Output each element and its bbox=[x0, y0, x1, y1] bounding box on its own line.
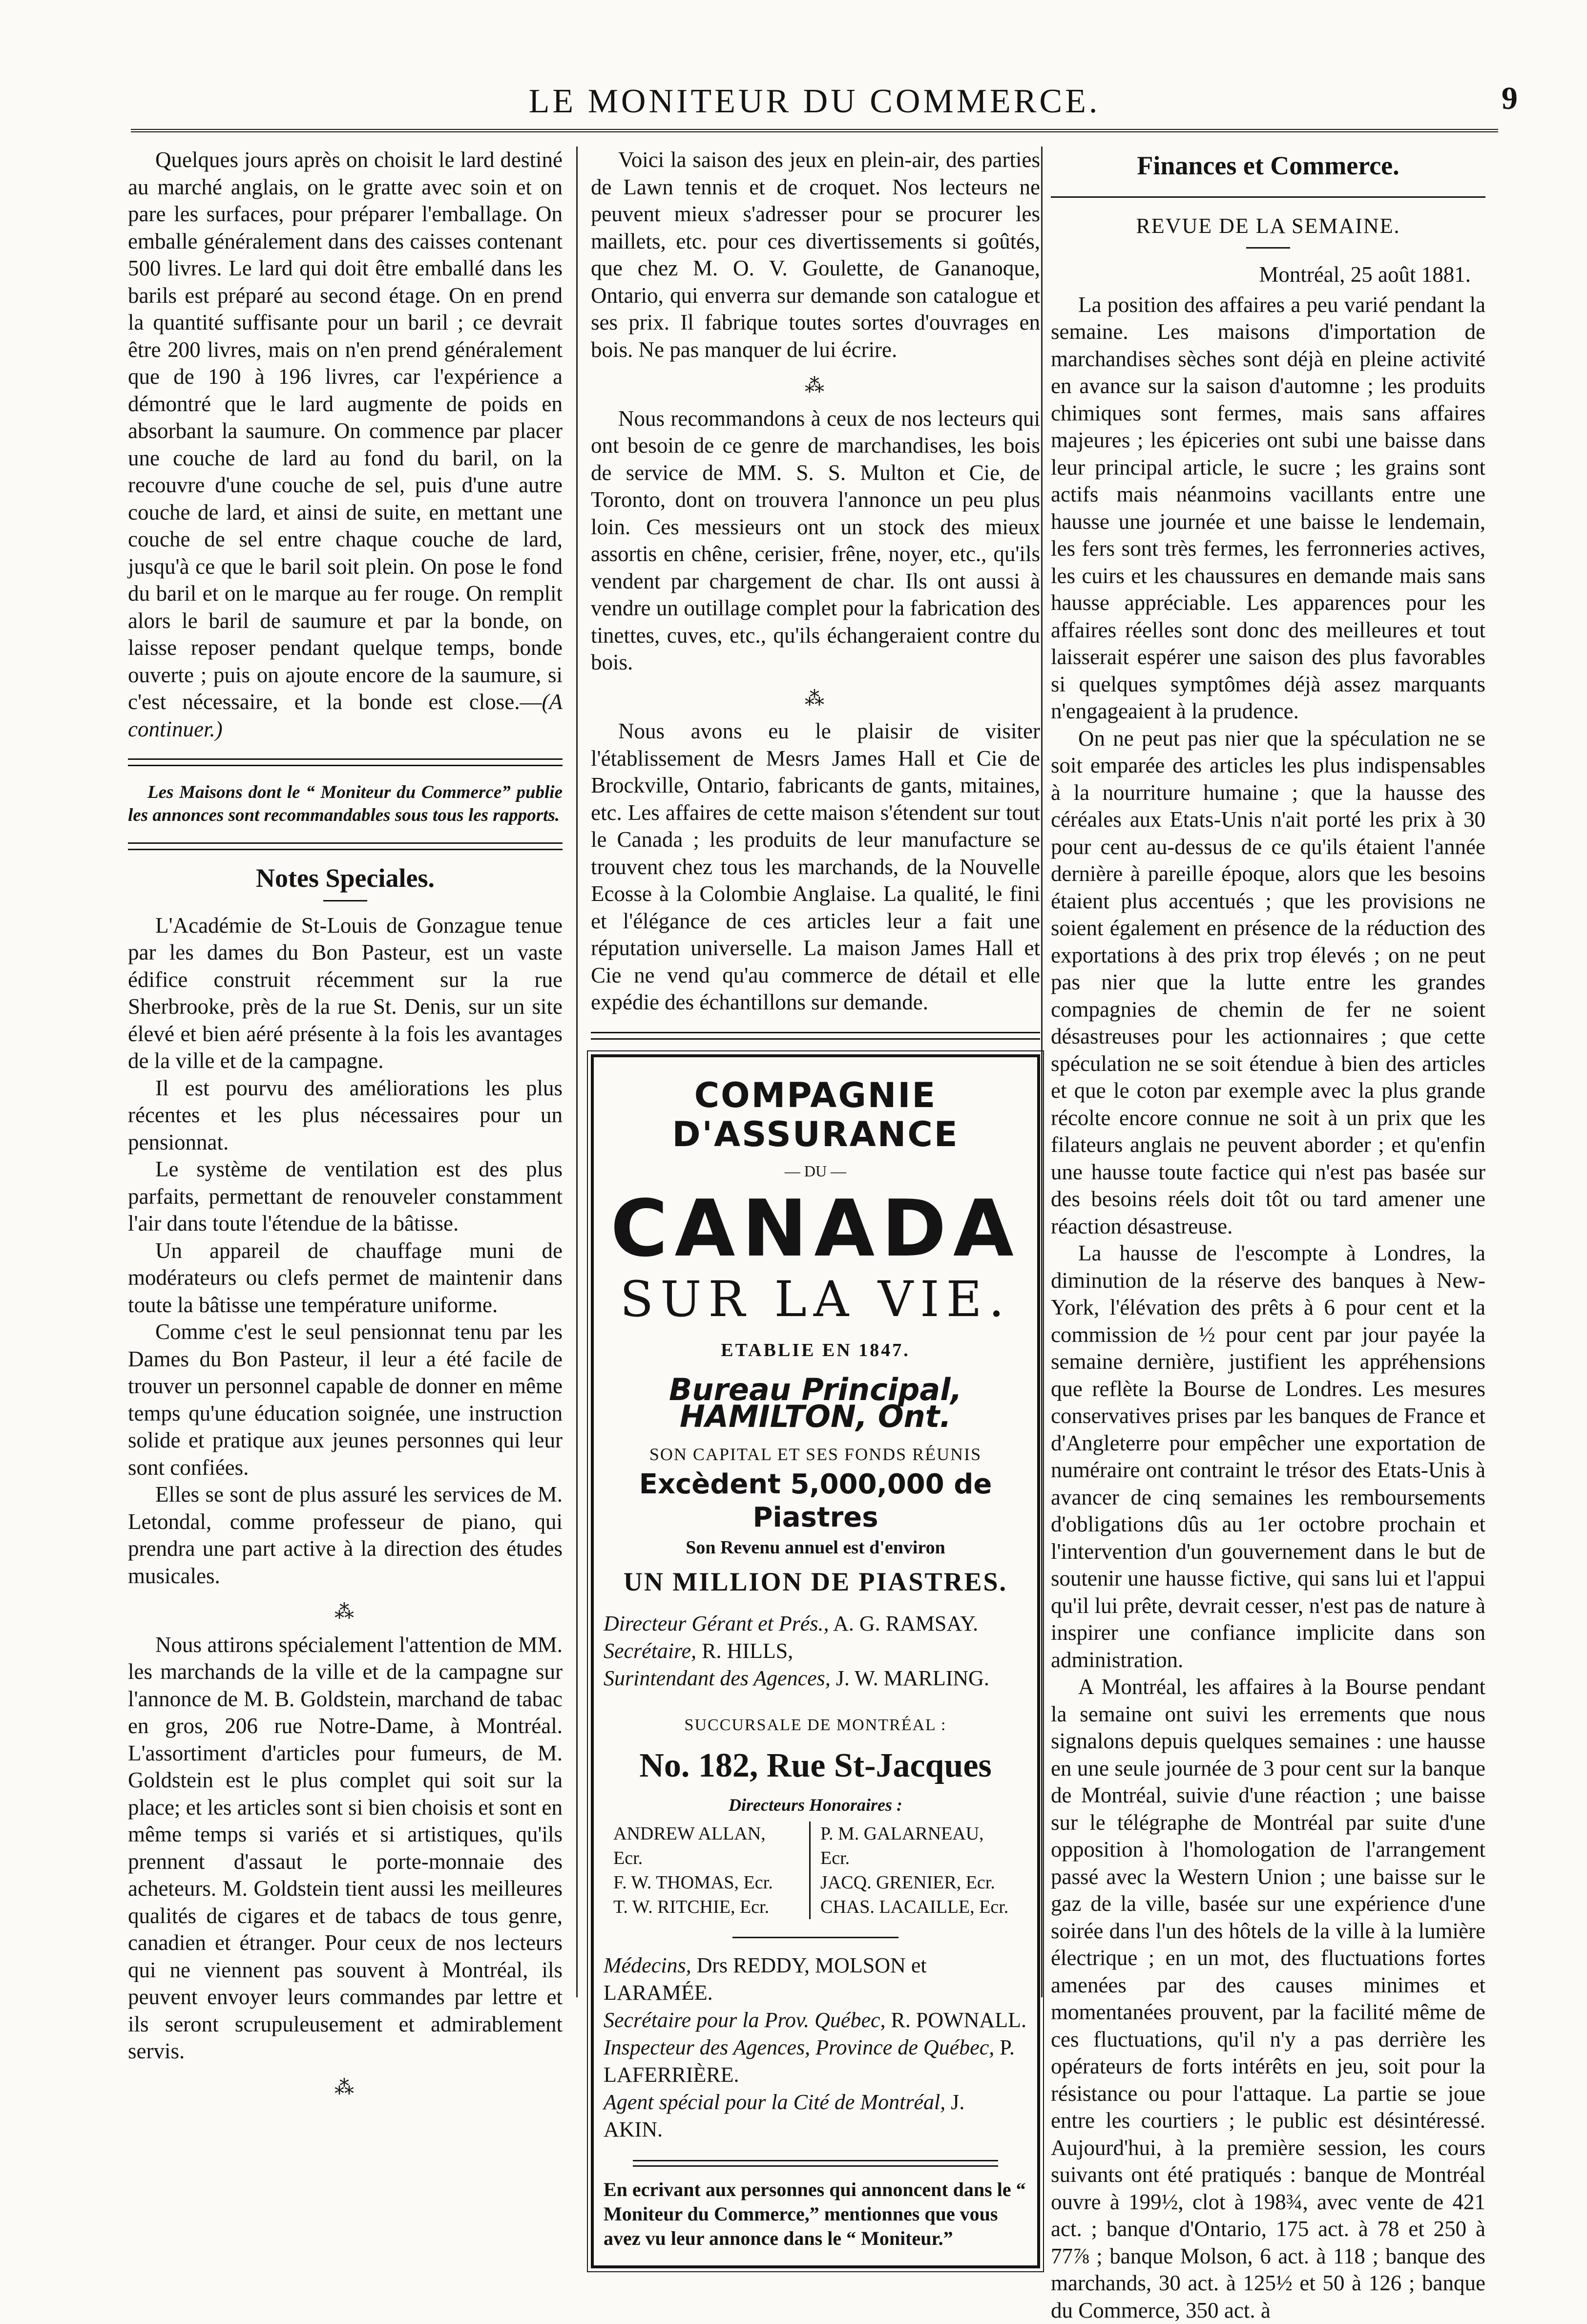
ad-revenue: Son Revenu annuel est d'environ bbox=[686, 1537, 945, 1558]
revue-title: REVUE DE LA SEMAINE. bbox=[1136, 213, 1400, 238]
asterism-icon: ⁂ bbox=[334, 1601, 356, 1623]
column-divider-2 bbox=[1041, 147, 1043, 1997]
goulette-paragraph: Voici la saison des jeux en plein-air, des parties de Lawn tennis et de croquet. Nos lecteurs ne peuvent mieux s'adresser pour se procurer les maillets, etc. pour ces divertissements si goûtés, que chez M. O. V. Goulette, de Gananoque, Ontario, qui enverra sur demande son catalogue et ses prix. Il fabrique toutes sortes d'ouvrages en bois. Ne pas manquer de lui écrire. bbox=[591, 147, 1040, 362]
ad-medecins-names: Drs REDDY, MOLSON et LARAMÉE. bbox=[604, 1953, 927, 2005]
section-rule bbox=[128, 842, 563, 850]
finance-paragraph: A Montréal, les affaires à la Bourse pendant la semaine ont suivi les errements que nous signalons depuis quelques semaines : une hausse en une seule journée de 3 pour cent sur la banque de Montréal, suivie d'une réaction ; une baisse sur le télégraphe de Montréal par suite d'une opposition à l'homologation de l'arrangement passé avec la Western Union ; une baisse sur le gaz de la ville, basée sur une expérience d'une soirée dans l'un des hôtels de la ville à la lumière électrique ; en un mot, des fluctuations fortes amenées par des causes minimes et momentanées prouvent, par la facilité même de ces fluctuations, qu'il n'y a pas derrière les opérateurs de forts intérêts en jeu, soit pour la résistance ou pour l'attaque. La partie se joue entre les courtiers ; le public est désintéressé. Aujourd'hui, à la première session, les cours suivants ont été pratiqués : banque de Montréal ouvre à 199½, clot à 198¾, avec vente de 421 act. ; banque d'Ontario, 175 act. à 78 et 250 à 77⅞ ; banque Molson, 6 act. à 118 ; banque des marchands, 30 act. à 125½ et 50 à 126 ; banque du Commerce, 350 act. à bbox=[1051, 1675, 1485, 2323]
column-middle bbox=[591, 147, 1040, 2268]
ad-officer bbox=[604, 1665, 1027, 1692]
finance-paragraph: On ne peut pas nier que la spéculation ne se soit emparée des articles les plus indispensables à la nourriture humaine ; que la hausse des céréales aux Etats-Unis n'ait porté les prix à 30 pour cent au-dessus de ce qu'ils étaient l'année dernière à pareille époque, alors que les besoins étaient plus accentués ; que les provisions ne soient également en présence de la réduction des exportations à des prix trop élevés ; on ne peut pas nier que la lutte entre les grandes compagnies de chemin de fer ne soient désastreuses pour les actionnaires ; que cette spéculation ne se soit étendue à bien des articles et que le coton par exemple avec la plus grande récolte encore connue ne soit à un prix que les filateurs anglais ne peuvent aborder ; et qu'enfin une hausse toute factice qui n'est pas basée sur des besoins réels doit tôt ou tard amener une réaction désastreuse. bbox=[1051, 726, 1485, 1238]
asterism-icon: ⁂ bbox=[334, 2076, 356, 2098]
ad-secretaire-name: R. POWNALL. bbox=[891, 2008, 1026, 2032]
ad-inspecteur-name: P. LAFERRIÈRE. bbox=[604, 2035, 1015, 2087]
asterism-icon: ⁂ bbox=[805, 687, 826, 710]
short-rule bbox=[323, 900, 367, 901]
asterism-icon: ⁂ bbox=[805, 375, 826, 397]
ad-du: — DU — bbox=[784, 1162, 847, 1180]
ad-officer-name: A. G. RAMSAY. bbox=[833, 1612, 979, 1635]
hall-paragraph: Nous avons eu le plaisir de visiter l'établissement de Mesrs James Hall et Cie de Brockville, Ontario, fabricants de gants, mitaines, etc. Les affaires de cette maison s'étendent sur tout le Canada ; les produits de leur manufacture se trouvent chez tous les marchands, de la Nouvelle Ecosse à la Colombie Anglaise. La qualité, le fini et l'élégance de ces articles leur a fait une réputation universelle. La maison James Hall et Cie ne vend qu'au commerce de détail et elle expédie des échantillons sur demande. bbox=[591, 719, 1040, 1014]
ad-branch-label: SUCCURSALE DE MONTRÉAL : bbox=[684, 1716, 947, 1734]
notes-paragraph: Un appareil de chauffage muni de modérateurs ou clefs permet de maintenir dans toute la bâtisse une température uniforme. bbox=[128, 1238, 563, 1317]
column-right bbox=[1051, 147, 1485, 2324]
finances-title: Finances et Commerce. bbox=[1137, 151, 1399, 180]
ad-officer bbox=[604, 1637, 1027, 1665]
ad-agent-label: Agent spécial pour la Cité de Montréal, bbox=[604, 2090, 946, 2114]
ad-canada: CANADA bbox=[610, 1183, 1021, 1274]
maisons-notice: Les Maisons dont le “ Moniteur du Commerce” publie les annonces sont recommandables sous tous les rapports. bbox=[128, 782, 563, 825]
ad-sur-la-vie: SUR LA VIE. bbox=[620, 1271, 1011, 1328]
ad-director: P. M. GALARNEAU, Ecr. bbox=[820, 1823, 984, 1868]
page-header bbox=[131, 78, 1518, 137]
notes-paragraph: Le système de ventilation est des plus parfaits, permettant de renouveler constamment l'air dans toute l'étendue de la bâtisse. bbox=[128, 1157, 563, 1235]
finance-paragraph: La position des affaires a peu varié pendant la semaine. Les maisons d'importation de marchandises sèches sont déjà en pleine activité en avance sur la saison d'automne ; les produits chimiques sont fermes, mais sans affaires majeures ; les épiceries ont subi une baisse dans leur principal article, le sucre ; les grains sont actifs mais néanmoins vacillants entre une hausse une journée et une baisse le lendemain, les fers sont très fermes, les ferronneries actives, les cuirs et les chaussures en demande mais sans hausse appréciable. Les apparences pour les affaires réelles sont donc des meilleures et tout laisserait espérer une saison des plus favorables si quelques symptômes déjà assez marquants n'engageaient à la prudence. bbox=[1051, 292, 1485, 723]
ad-company-name: COMPAGNIE D'ASSURANCE bbox=[672, 1075, 959, 1154]
ad-established: ETABLIE EN 1847. bbox=[721, 1340, 910, 1361]
ad-capital: SON CAPITAL ET SES FONDS RÉUNIS bbox=[649, 1444, 982, 1464]
short-rule bbox=[1246, 247, 1290, 249]
continuer-note: (A continuer.) bbox=[128, 690, 563, 741]
ad-director: ANDREW ALLAN, Ecr. bbox=[613, 1823, 766, 1868]
ad-agent bbox=[604, 2089, 1027, 2143]
section-rule bbox=[591, 1032, 1040, 1040]
finance-paragraph: La hausse de l'escompte à Londres, la diminution de la réserve des banques à New-York, l'élévation des prêts à 6 pour cent et la commission de ½ pour cent par jour payée la semaine dernière, justifient les appréhensions que reflète la Bourse de Londres. Les mesures conservatives prises par les banques de France et d'Angleterre pour empêcher une exportation de numéraire ont contraint le trésor des Etats-Unis à avancer de cinq semaines les remboursements d'obligations dûs au 1er octobre prochain et l'intervention d'un gouvernement dans le but de soutenir une hausse fictive, qui sans lui et l'appui qu'il lui prête, devrait cesser, n'est pas de nature à inspirer une confiance implicite dans son administration. bbox=[1051, 1241, 1485, 1672]
goldstein-paragraph: Nous attirons spécialement l'attention de MM. les marchands de la ville et de la campagne sur l'annonce de M. B. Goldstein, marchand de tabac en gros, 206 rue Notre-Dame, à Montréal. L'assortiment d'articles pour fumeurs, de M. Goldstein est le plus complet qui soit sur la place; et les articles sont si bien choisis et sont en même temps si variés et si artistiques, qu'ils prennent d'assaut le porte-monnaie des acheteurs. M. Goldstein tient aussi les meilleures qualités de cigares et de tabacs de tous genre, canadien et étranger. Pour ceux de nos lecteurs qui ne viennent pas souvent à Montréal, ils peuvent envoyer leurs commandes par lettre et ils seront scrupuleusement et admirablement servis. bbox=[128, 1632, 563, 2063]
ad-secretaire bbox=[604, 2007, 1027, 2034]
ad-mention-notice: En ecrivant aux personnes qui annoncent dans le “ Moniteur du Commerce,” mentionnes que vous avez vu leur annonce dans le “ Moniteur.” bbox=[604, 2178, 1026, 2249]
ad-branch-address: No. 182, Rue St-Jacques bbox=[639, 1746, 992, 1784]
ad-medecins bbox=[604, 1952, 1027, 2007]
ad-directors-left bbox=[604, 1822, 809, 1919]
ad-excedent: Excèdent 5,000,000 de Piastres bbox=[639, 1468, 992, 1533]
section-rule bbox=[128, 758, 563, 766]
multon-paragraph: Nous recommandons à ceux de nos lecteurs qui ont besoin de ce genre de marchandises, les bois de service de MM. S. S. Multon et Cie, de Toronto, dont on trouvera l'annonce un peu plus loin. Ces messieurs ont un stock des mieux assortis en chêne, cerisier, frêne, noyer, etc., qu'ils vendent par chargement de char. Ils ont aussi à vendre un outillage complet pour la fabrication des tinettes, cuves, etc., qu'ils échangeraient contre du bois. bbox=[591, 406, 1040, 674]
notes-paragraph: Il est pourvu des améliorations les plus récentes et les plus nécessaires pour un pensionnat. bbox=[128, 1075, 563, 1154]
ad-director: T. W. RITCHIE, Ecr. bbox=[613, 1897, 770, 1917]
page-number: 9 bbox=[1502, 81, 1518, 116]
notes-speciales-title: Notes Speciales. bbox=[256, 863, 435, 893]
ad-officer-title: Surintendant des Agences, bbox=[604, 1666, 831, 1690]
notes-paragraph: Comme c'est le seul pensionnat tenu par les Dames du Bon Pasteur, il leur a été facile de trouver un personnel capable de donner en même temps qu'une éducation soignée, une instruction solide et pratique aux jeunes personnes qui leur sont confiées. bbox=[128, 1319, 563, 1480]
ad-inspecteur-label: Inspecteur des Agences, Province de Québec, bbox=[604, 2035, 995, 2059]
ad-officer-title: Secrétaire, bbox=[604, 1639, 697, 1663]
ad-inspecteur bbox=[604, 2034, 1027, 2089]
lard-text: Quelques jours après on choisit le lard destiné au marché anglais, on le gratte avec soin et on pare les surfaces, pour préparer l'emballage. On emballe généralement dans des caisses contenant 500 livres. Le lard qui doit être emballé dans les barils est préparé au second étage. On en prend la quantité suffisante pour un baril ; ce devrait être 200 livres, mais on n'en prend généralement que de 190 à 196 livres, car l'expérience a démontré que le lard augmente de poids en absorbant la saumure. On commence par placer une couche de lard au fond du baril, on la recouvre d'une couche de sel, puis d'une autre couche de lard, et ainsi de suite, en mettant une couche de sel entre chaque couche de lard, jusqu'à ce que le baril soit plein. On pose le fond du baril et on le marque au fer rouge. On remplit alors le baril de saumure et par la bonde, on laisse reposer pendant quelque temps, bonde ouverte ; puis on ajoute encore de la saumure, si c'est nécessaire, et la bonde est close.— bbox=[128, 147, 563, 714]
ad-officer bbox=[604, 1610, 1027, 1637]
notes-paragraph: L'Académie de St-Louis de Gonzague tenue par les dames du Bon Pasteur, est un vaste édifice construit récemment sur la rue Sherbrooke, près de la rue St. Denis, sur un site élevé et bien aéré présente à la fois les avantages de la ville et de la campagne. bbox=[128, 913, 563, 1073]
column-left bbox=[128, 147, 563, 2107]
notes-paragraph: Elles se sont de plus assuré les services de M. Letondal, comme professeur de piano, qui prendra une part active à la direction des études musicales. bbox=[128, 1482, 563, 1588]
column-divider-1 bbox=[576, 147, 578, 1997]
ad-director: F. W. THOMAS, Ecr. bbox=[613, 1872, 773, 1893]
dateline: Montréal, 25 août 1881. bbox=[1259, 262, 1471, 287]
ad-directors-list bbox=[604, 1822, 1027, 1919]
ad-secretaire-label: Secrétaire pour la Prov. Québec, bbox=[604, 2008, 886, 2032]
ad-directors-right bbox=[809, 1822, 1027, 1919]
ad-million: UN MILLION DE PIASTRES. bbox=[623, 1567, 1008, 1596]
ad-officer-name: R. HILLS, bbox=[702, 1639, 794, 1663]
ad-officer-title: Directeur Gérant et Prés., bbox=[604, 1612, 829, 1635]
header-rule bbox=[131, 129, 1498, 132]
insurance-advertisement bbox=[591, 1054, 1040, 2269]
ad-directors-title: Directeurs Honoraires : bbox=[728, 1795, 902, 1815]
ad-head-office: Bureau Principal, HAMILTON, Ont. bbox=[668, 1371, 962, 1434]
ad-agent-name: J. AKIN. bbox=[604, 2090, 965, 2141]
ad-medecins-label: Médecins, bbox=[604, 1953, 691, 1977]
ad-director: CHAS. LACAILLE, Ecr. bbox=[820, 1897, 1009, 1917]
ad-double-rule bbox=[633, 2160, 998, 2167]
ad-rule bbox=[732, 1937, 898, 1938]
lard-article bbox=[128, 147, 563, 743]
ad-director: JACQ. GRENIER, Ecr. bbox=[820, 1872, 995, 1893]
section-rule bbox=[1051, 196, 1485, 198]
ad-officer-name: J. W. MARLING. bbox=[835, 1666, 989, 1690]
masthead-title: LE MONITEUR DU COMMERCE. bbox=[528, 83, 1101, 120]
